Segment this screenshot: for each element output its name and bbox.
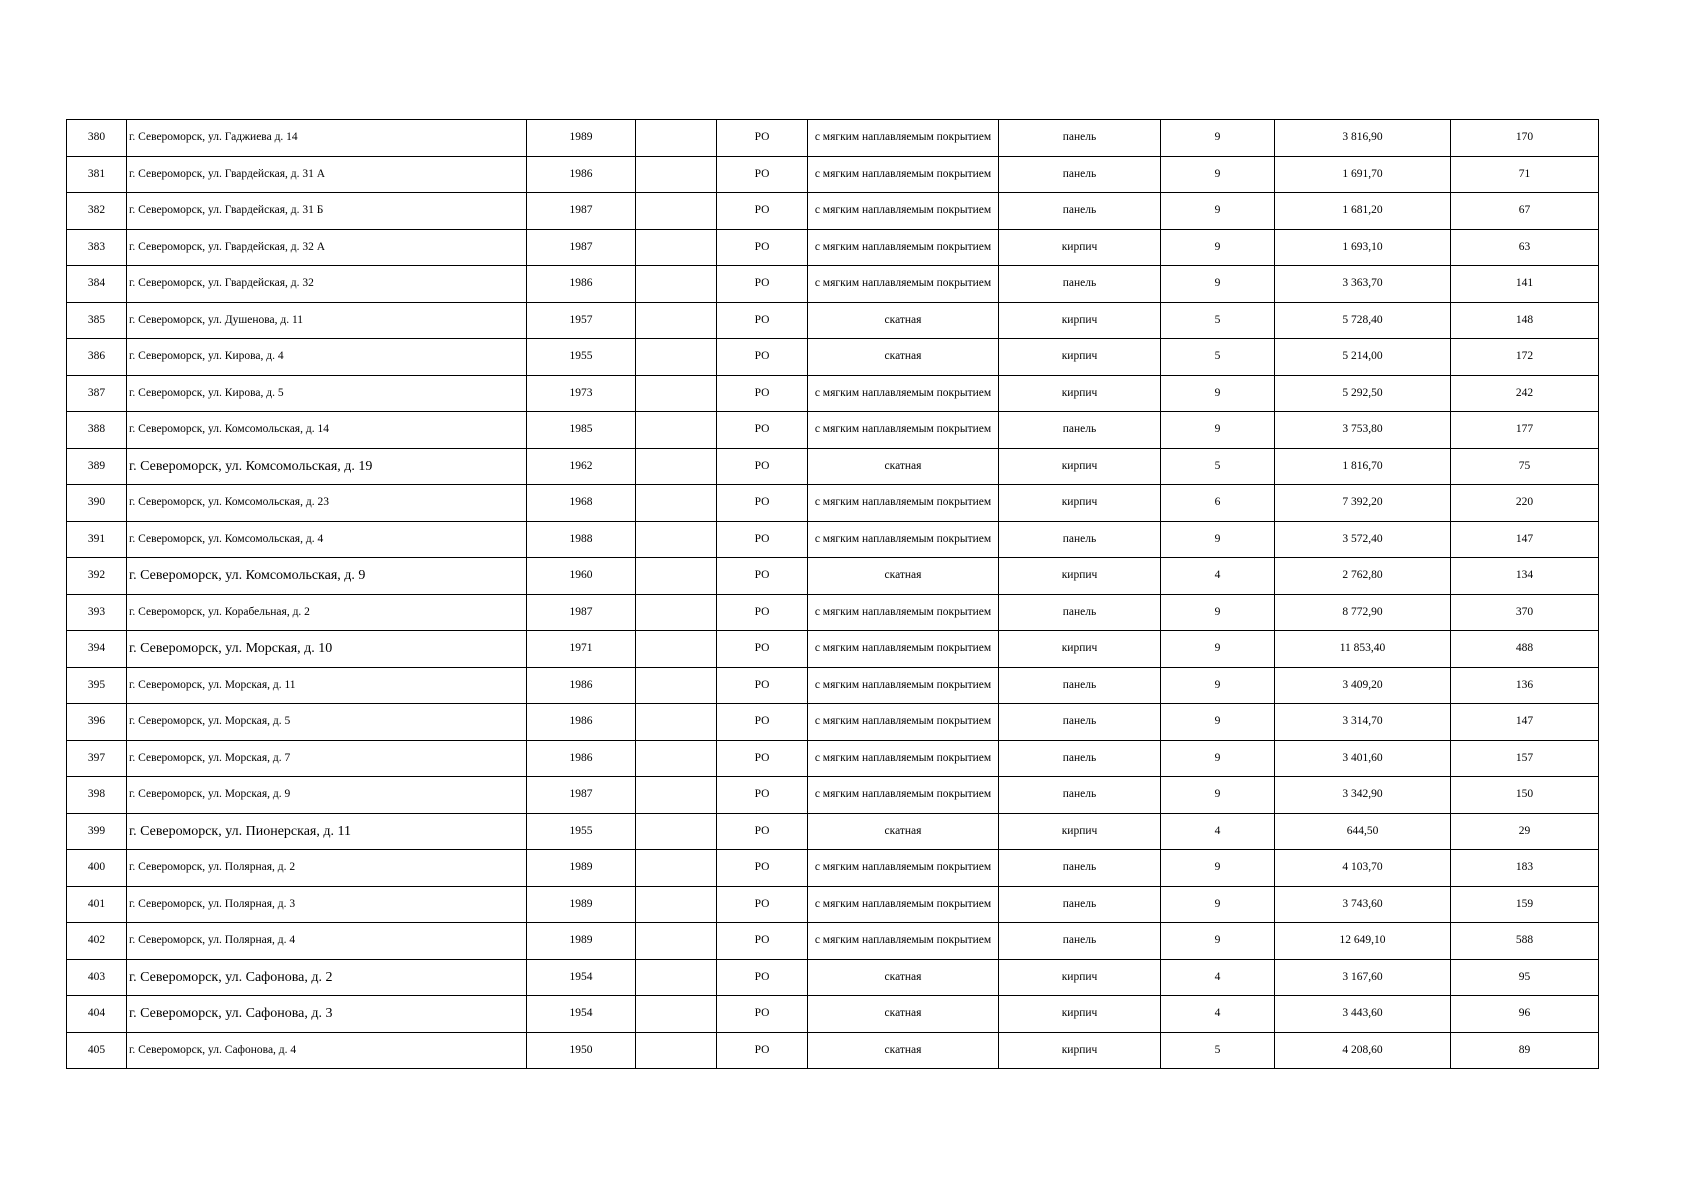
wall-material-cell: кирпич — [999, 302, 1161, 339]
floors-cell: 9 — [1161, 193, 1275, 230]
floors-cell: 9 — [1161, 631, 1275, 668]
year-cell: 1989 — [527, 923, 636, 960]
area-cell: 8 772,90 — [1275, 594, 1451, 631]
table-row — [67, 850, 1599, 887]
wall-material-cell: панель — [999, 704, 1161, 741]
table-row — [67, 375, 1599, 412]
address-cell: г. Североморск, ул. Комсомольская, д. 9 — [127, 558, 527, 595]
year-cell: 1986 — [527, 156, 636, 193]
year-cell: 1960 — [527, 558, 636, 595]
method-cell: РО — [717, 704, 808, 741]
area-cell: 5 728,40 — [1275, 302, 1451, 339]
row-number-cell: 395 — [67, 667, 127, 704]
address-cell: г. Североморск, ул. Комсомольская, д. 14 — [127, 412, 527, 449]
empty-cell — [636, 521, 717, 558]
area-cell: 3 401,60 — [1275, 740, 1451, 777]
table-row — [67, 412, 1599, 449]
area-cell: 3 314,70 — [1275, 704, 1451, 741]
row-number-cell: 400 — [67, 850, 127, 887]
floors-cell: 9 — [1161, 156, 1275, 193]
method-cell: РО — [717, 485, 808, 522]
residents-cell: 29 — [1451, 813, 1599, 850]
roof-type-cell: с мягким наплавляемым покрытием — [808, 850, 999, 887]
row-number-cell: 398 — [67, 777, 127, 814]
year-cell: 1986 — [527, 704, 636, 741]
roof-type-cell: с мягким наплавляемым покрытием — [808, 740, 999, 777]
empty-cell — [636, 302, 717, 339]
address-cell: г. Североморск, ул. Полярная, д. 4 — [127, 923, 527, 960]
address-cell: г. Североморск, ул. Гвардейская, д. 31 А — [127, 156, 527, 193]
floors-cell: 9 — [1161, 704, 1275, 741]
empty-cell — [636, 740, 717, 777]
wall-material-cell: кирпич — [999, 229, 1161, 266]
roof-type-cell: с мягким наплавляемым покрытием — [808, 923, 999, 960]
row-number-cell: 405 — [67, 1032, 127, 1069]
floors-cell: 9 — [1161, 886, 1275, 923]
floors-cell: 9 — [1161, 923, 1275, 960]
table-row — [67, 740, 1599, 777]
row-number-cell: 386 — [67, 339, 127, 376]
empty-cell — [636, 631, 717, 668]
residents-cell: 96 — [1451, 996, 1599, 1033]
year-cell: 1988 — [527, 521, 636, 558]
empty-cell — [636, 485, 717, 522]
floors-cell: 5 — [1161, 1032, 1275, 1069]
wall-material-cell: кирпич — [999, 631, 1161, 668]
area-cell: 12 649,10 — [1275, 923, 1451, 960]
residents-cell: 134 — [1451, 558, 1599, 595]
residents-cell: 136 — [1451, 667, 1599, 704]
residents-cell: 95 — [1451, 959, 1599, 996]
area-cell: 2 762,80 — [1275, 558, 1451, 595]
roof-type-cell: с мягким наплавляемым покрытием — [808, 594, 999, 631]
floors-cell: 4 — [1161, 959, 1275, 996]
row-number-cell: 387 — [67, 375, 127, 412]
row-number-cell: 397 — [67, 740, 127, 777]
year-cell: 1955 — [527, 813, 636, 850]
address-cell: г. Североморск, ул. Гвардейская, д. 31 Б — [127, 193, 527, 230]
wall-material-cell: кирпич — [999, 1032, 1161, 1069]
address-cell: г. Североморск, ул. Душенова, д. 11 — [127, 302, 527, 339]
wall-material-cell: кирпич — [999, 959, 1161, 996]
residents-cell: 147 — [1451, 704, 1599, 741]
residents-cell: 488 — [1451, 631, 1599, 668]
row-number-cell: 394 — [67, 631, 127, 668]
wall-material-cell: кирпич — [999, 375, 1161, 412]
area-cell: 11 853,40 — [1275, 631, 1451, 668]
year-cell: 1954 — [527, 959, 636, 996]
method-cell: РО — [717, 302, 808, 339]
empty-cell — [636, 850, 717, 887]
wall-material-cell: панель — [999, 120, 1161, 157]
residents-cell: 242 — [1451, 375, 1599, 412]
method-cell: РО — [717, 959, 808, 996]
residents-cell: 157 — [1451, 740, 1599, 777]
area-cell: 1 693,10 — [1275, 229, 1451, 266]
year-cell: 1957 — [527, 302, 636, 339]
address-cell: г. Североморск, ул. Гвардейская, д. 32 — [127, 266, 527, 303]
year-cell: 1989 — [527, 850, 636, 887]
floors-cell: 9 — [1161, 412, 1275, 449]
row-number-cell: 390 — [67, 485, 127, 522]
row-number-cell: 383 — [67, 229, 127, 266]
address-cell: г. Североморск, ул. Морская, д. 11 — [127, 667, 527, 704]
year-cell: 1968 — [527, 485, 636, 522]
table-row — [67, 959, 1599, 996]
table-body — [67, 120, 1599, 1069]
floors-cell: 9 — [1161, 594, 1275, 631]
roof-type-cell: скатная — [808, 339, 999, 376]
wall-material-cell: панель — [999, 740, 1161, 777]
empty-cell — [636, 412, 717, 449]
floors-cell: 4 — [1161, 558, 1275, 595]
area-cell: 1 691,70 — [1275, 156, 1451, 193]
year-cell: 1986 — [527, 740, 636, 777]
address-cell: г. Североморск, ул. Комсомольская, д. 23 — [127, 485, 527, 522]
wall-material-cell: кирпич — [999, 485, 1161, 522]
empty-cell — [636, 266, 717, 303]
table-row — [67, 521, 1599, 558]
empty-cell — [636, 704, 717, 741]
residents-cell: 63 — [1451, 229, 1599, 266]
roof-type-cell: с мягким наплавляемым покрытием — [808, 631, 999, 668]
wall-material-cell: панель — [999, 886, 1161, 923]
empty-cell — [636, 959, 717, 996]
roof-type-cell: скатная — [808, 448, 999, 485]
row-number-cell: 401 — [67, 886, 127, 923]
roof-type-cell: скатная — [808, 1032, 999, 1069]
address-cell: г. Североморск, ул. Морская, д. 9 — [127, 777, 527, 814]
table-row — [67, 1032, 1599, 1069]
residents-cell: 177 — [1451, 412, 1599, 449]
table-row — [67, 229, 1599, 266]
roof-type-cell: с мягким наплавляемым покрытием — [808, 229, 999, 266]
table-row — [67, 156, 1599, 193]
address-cell: г. Североморск, ул. Пионерская, д. 11 — [127, 813, 527, 850]
row-number-cell: 381 — [67, 156, 127, 193]
roof-type-cell: с мягким наплавляемым покрытием — [808, 156, 999, 193]
year-cell: 1950 — [527, 1032, 636, 1069]
area-cell: 5 292,50 — [1275, 375, 1451, 412]
roof-type-cell: с мягким наплавляемым покрытием — [808, 667, 999, 704]
year-cell: 1987 — [527, 777, 636, 814]
empty-cell — [636, 558, 717, 595]
year-cell: 1954 — [527, 996, 636, 1033]
empty-cell — [636, 375, 717, 412]
year-cell: 1987 — [527, 594, 636, 631]
wall-material-cell: панель — [999, 850, 1161, 887]
area-cell: 4 103,70 — [1275, 850, 1451, 887]
residents-cell: 141 — [1451, 266, 1599, 303]
empty-cell — [636, 193, 717, 230]
year-cell: 1986 — [527, 266, 636, 303]
area-cell: 4 208,60 — [1275, 1032, 1451, 1069]
table-row — [67, 193, 1599, 230]
year-cell: 1955 — [527, 339, 636, 376]
year-cell: 1973 — [527, 375, 636, 412]
roof-type-cell: с мягким наплавляемым покрытием — [808, 485, 999, 522]
row-number-cell: 391 — [67, 521, 127, 558]
residents-cell: 148 — [1451, 302, 1599, 339]
area-cell: 1 681,20 — [1275, 193, 1451, 230]
row-number-cell: 385 — [67, 302, 127, 339]
residents-cell: 220 — [1451, 485, 1599, 522]
wall-material-cell: кирпич — [999, 996, 1161, 1033]
wall-material-cell: панель — [999, 667, 1161, 704]
address-cell: г. Североморск, ул. Полярная, д. 2 — [127, 850, 527, 887]
table-row — [67, 120, 1599, 157]
row-number-cell: 380 — [67, 120, 127, 157]
row-number-cell: 399 — [67, 813, 127, 850]
empty-cell — [636, 229, 717, 266]
method-cell: РО — [717, 631, 808, 668]
empty-cell — [636, 156, 717, 193]
floors-cell: 9 — [1161, 120, 1275, 157]
table-row — [67, 813, 1599, 850]
method-cell: РО — [717, 740, 808, 777]
method-cell: РО — [717, 229, 808, 266]
empty-cell — [636, 923, 717, 960]
method-cell: РО — [717, 777, 808, 814]
address-cell: г. Североморск, ул. Морская, д. 7 — [127, 740, 527, 777]
wall-material-cell: панель — [999, 923, 1161, 960]
year-cell: 1962 — [527, 448, 636, 485]
wall-material-cell: кирпич — [999, 339, 1161, 376]
roof-type-cell: с мягким наплавляемым покрытием — [808, 193, 999, 230]
address-cell: г. Североморск, ул. Сафонова, д. 4 — [127, 1032, 527, 1069]
method-cell: РО — [717, 375, 808, 412]
table-row — [67, 448, 1599, 485]
wall-material-cell: панель — [999, 266, 1161, 303]
roof-type-cell: скатная — [808, 302, 999, 339]
row-number-cell: 388 — [67, 412, 127, 449]
floors-cell: 9 — [1161, 667, 1275, 704]
table-row — [67, 667, 1599, 704]
empty-cell — [636, 594, 717, 631]
row-number-cell: 404 — [67, 996, 127, 1033]
method-cell: РО — [717, 1032, 808, 1069]
roof-type-cell: с мягким наплавляемым покрытием — [808, 886, 999, 923]
area-cell: 3 409,20 — [1275, 667, 1451, 704]
row-number-cell: 382 — [67, 193, 127, 230]
table-row — [67, 996, 1599, 1033]
row-number-cell: 396 — [67, 704, 127, 741]
method-cell: РО — [717, 667, 808, 704]
address-cell: г. Североморск, ул. Морская, д. 5 — [127, 704, 527, 741]
floors-cell: 9 — [1161, 740, 1275, 777]
year-cell: 1989 — [527, 120, 636, 157]
roof-type-cell: скатная — [808, 996, 999, 1033]
area-cell: 3 443,60 — [1275, 996, 1451, 1033]
table-row — [67, 704, 1599, 741]
roof-type-cell: скатная — [808, 959, 999, 996]
floors-cell: 9 — [1161, 521, 1275, 558]
area-cell: 3 363,70 — [1275, 266, 1451, 303]
address-cell: г. Североморск, ул. Гвардейская, д. 32 А — [127, 229, 527, 266]
residents-cell: 183 — [1451, 850, 1599, 887]
address-cell: г. Североморск, ул. Комсомольская, д. 19 — [127, 448, 527, 485]
roof-type-cell: с мягким наплавляемым покрытием — [808, 375, 999, 412]
floors-cell: 4 — [1161, 813, 1275, 850]
method-cell: РО — [717, 448, 808, 485]
residents-cell: 75 — [1451, 448, 1599, 485]
method-cell: РО — [717, 886, 808, 923]
address-cell: г. Североморск, ул. Кирова, д. 4 — [127, 339, 527, 376]
wall-material-cell: кирпич — [999, 813, 1161, 850]
residents-cell: 170 — [1451, 120, 1599, 157]
housing-table — [66, 119, 1599, 1069]
wall-material-cell: панель — [999, 156, 1161, 193]
area-cell: 1 816,70 — [1275, 448, 1451, 485]
table-row — [67, 266, 1599, 303]
empty-cell — [636, 339, 717, 376]
table-row — [67, 558, 1599, 595]
roof-type-cell: с мягким наплавляемым покрытием — [808, 521, 999, 558]
floors-cell: 5 — [1161, 339, 1275, 376]
floors-cell: 6 — [1161, 485, 1275, 522]
residents-cell: 172 — [1451, 339, 1599, 376]
roof-type-cell: скатная — [808, 813, 999, 850]
area-cell: 5 214,00 — [1275, 339, 1451, 376]
address-cell: г. Североморск, ул. Полярная, д. 3 — [127, 886, 527, 923]
residents-cell: 159 — [1451, 886, 1599, 923]
method-cell: РО — [717, 813, 808, 850]
residents-cell: 147 — [1451, 521, 1599, 558]
floors-cell: 9 — [1161, 850, 1275, 887]
roof-type-cell: с мягким наплавляемым покрытием — [808, 412, 999, 449]
address-cell: г. Североморск, ул. Гаджиева д. 14 — [127, 120, 527, 157]
floors-cell: 5 — [1161, 302, 1275, 339]
table-row — [67, 886, 1599, 923]
row-number-cell: 392 — [67, 558, 127, 595]
roof-type-cell: скатная — [808, 558, 999, 595]
method-cell: РО — [717, 521, 808, 558]
wall-material-cell: кирпич — [999, 558, 1161, 595]
address-cell: г. Североморск, ул. Комсомольская, д. 4 — [127, 521, 527, 558]
address-cell: г. Североморск, ул. Морская, д. 10 — [127, 631, 527, 668]
floors-cell: 4 — [1161, 996, 1275, 1033]
year-cell: 1985 — [527, 412, 636, 449]
area-cell: 3 572,40 — [1275, 521, 1451, 558]
wall-material-cell: панель — [999, 193, 1161, 230]
area-cell: 3 753,80 — [1275, 412, 1451, 449]
table-row — [67, 339, 1599, 376]
empty-cell — [636, 813, 717, 850]
wall-material-cell: кирпич — [999, 448, 1161, 485]
method-cell: РО — [717, 156, 808, 193]
method-cell: РО — [717, 412, 808, 449]
area-cell: 3 342,90 — [1275, 777, 1451, 814]
floors-cell: 9 — [1161, 777, 1275, 814]
year-cell: 1987 — [527, 193, 636, 230]
floors-cell: 9 — [1161, 266, 1275, 303]
method-cell: РО — [717, 120, 808, 157]
roof-type-cell: с мягким наплавляемым покрытием — [808, 266, 999, 303]
table-row — [67, 594, 1599, 631]
wall-material-cell: панель — [999, 521, 1161, 558]
row-number-cell: 389 — [67, 448, 127, 485]
method-cell: РО — [717, 850, 808, 887]
roof-type-cell: с мягким наплавляемым покрытием — [808, 704, 999, 741]
method-cell: РО — [717, 339, 808, 376]
address-cell: г. Североморск, ул. Корабельная, д. 2 — [127, 594, 527, 631]
table-row — [67, 923, 1599, 960]
empty-cell — [636, 1032, 717, 1069]
area-cell: 3 167,60 — [1275, 959, 1451, 996]
method-cell: РО — [717, 558, 808, 595]
year-cell: 1987 — [527, 229, 636, 266]
floors-cell: 5 — [1161, 448, 1275, 485]
method-cell: РО — [717, 923, 808, 960]
roof-type-cell: с мягким наплавляемым покрытием — [808, 777, 999, 814]
area-cell: 644,50 — [1275, 813, 1451, 850]
row-number-cell: 393 — [67, 594, 127, 631]
year-cell: 1971 — [527, 631, 636, 668]
method-cell: РО — [717, 996, 808, 1033]
empty-cell — [636, 667, 717, 704]
table-row — [67, 777, 1599, 814]
area-cell: 3 743,60 — [1275, 886, 1451, 923]
table-row — [67, 631, 1599, 668]
row-number-cell: 403 — [67, 959, 127, 996]
year-cell: 1986 — [527, 667, 636, 704]
address-cell: г. Североморск, ул. Кирова, д. 5 — [127, 375, 527, 412]
wall-material-cell: панель — [999, 777, 1161, 814]
address-cell: г. Североморск, ул. Сафонова, д. 2 — [127, 959, 527, 996]
table-row — [67, 485, 1599, 522]
address-cell: г. Североморск, ул. Сафонова, д. 3 — [127, 996, 527, 1033]
row-number-cell: 384 — [67, 266, 127, 303]
area-cell: 3 816,90 — [1275, 120, 1451, 157]
residents-cell: 370 — [1451, 594, 1599, 631]
empty-cell — [636, 777, 717, 814]
residents-cell: 588 — [1451, 923, 1599, 960]
residents-cell: 150 — [1451, 777, 1599, 814]
empty-cell — [636, 448, 717, 485]
year-cell: 1989 — [527, 886, 636, 923]
residents-cell: 67 — [1451, 193, 1599, 230]
empty-cell — [636, 120, 717, 157]
residents-cell: 71 — [1451, 156, 1599, 193]
method-cell: РО — [717, 266, 808, 303]
roof-type-cell: с мягким наплавляемым покрытием — [808, 120, 999, 157]
area-cell: 7 392,20 — [1275, 485, 1451, 522]
empty-cell — [636, 996, 717, 1033]
method-cell: РО — [717, 193, 808, 230]
residents-cell: 89 — [1451, 1032, 1599, 1069]
floors-cell: 9 — [1161, 229, 1275, 266]
table-row — [67, 302, 1599, 339]
empty-cell — [636, 886, 717, 923]
method-cell: РО — [717, 594, 808, 631]
wall-material-cell: панель — [999, 594, 1161, 631]
floors-cell: 9 — [1161, 375, 1275, 412]
wall-material-cell: панель — [999, 412, 1161, 449]
row-number-cell: 402 — [67, 923, 127, 960]
